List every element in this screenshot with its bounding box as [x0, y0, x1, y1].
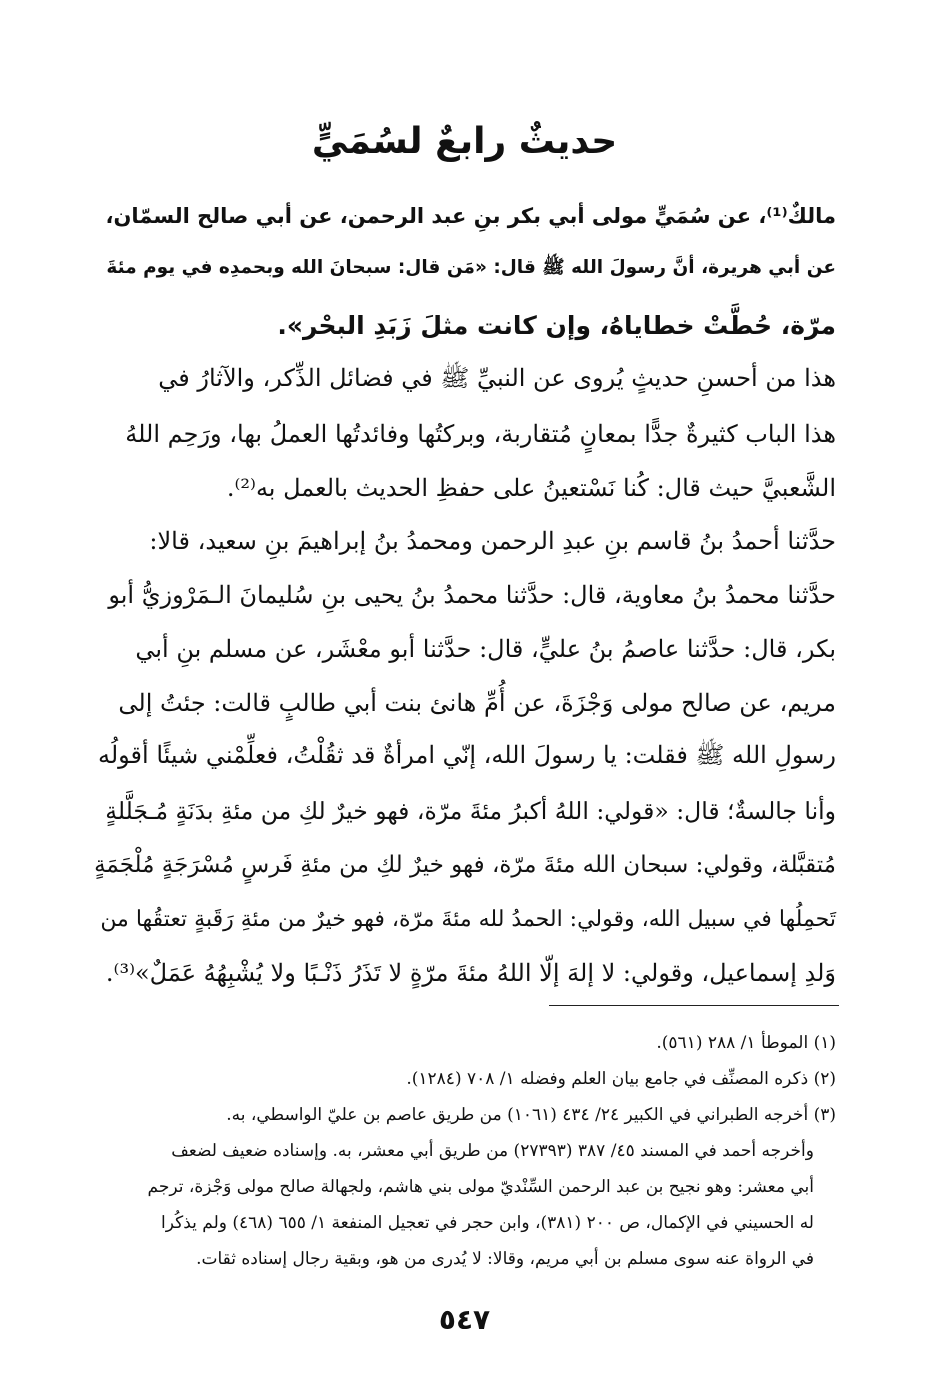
commentary-line: هذا من أحسنِ حديثٍ يُروى عن النبيِّ ﷺ في فضائل الذِّكر، والآثارُ في — [158, 363, 836, 392]
footnote-2: (٢) ذكره المصنِّف في جامع بيان العلم وفضله ١/ ٧٠٨ (١٢٨٤). — [406, 1069, 836, 1089]
hadith-line: عن أبي هريرة، أنَّ رسولَ الله ﷺ قال: «مَن قال: سبحانَ الله وبحمدِه في يوم مئةَ — [106, 257, 836, 278]
isnad-line: مريم، عن صالح مولى وَجْزَةَ، عن أُمِّ هانئ بنت أبي طالبٍ قالت: جئتُ إلى — [118, 689, 836, 717]
footnote-3-continuation: أبي معشر: وهو نجيح بن عبد الرحمن السِّنْديّ مولى بني هاشم، ولجهالة صالح مولى وَجْزة، ترجم — [147, 1177, 814, 1197]
isnad-line: حدَّثنا محمدُ بنُ معاوية، قال: حدَّثنا محمدُ بنُ يحيى بنِ سُليمانَ الـمَرْوزيُّ أبو — [108, 581, 836, 609]
footnote-divider — [549, 1005, 839, 1006]
footnote-3-continuation: وأخرجه أحمد في المسند ٤٥/ ٣٨٧ (٢٧٣٩٣) من طريق أبي معشر، به. وإسناده ضعيف لضعف — [171, 1141, 814, 1161]
isnad-line: مُتقبَّلة، وقولي: سبحان الله مئةَ مرّة، فهو خيرٌ لكِ من مئةِ فَرسٍ مُسْرَجَةٍ مُلْجَمَةٍ — [94, 852, 836, 878]
footnote-3: (٣) أخرجه الطبراني في الكبير ٢٤/ ٤٣٤ (١٠٦١) من طريق عاصم بن عليّ الواسطي، به. — [226, 1105, 836, 1125]
hadith-line: مالكٌ⁽¹⁾، عن سُمَيٍّ مولى أبي بكر بنِ عبد الرحمن، عن أبي صالح السمّان، — [105, 204, 836, 228]
isnad-line: تَحمِلُها في سبيل الله، وقولي: الحمدُ لله مئةَ مرّة، فهو خيرٌ من مئةِ رَقَبةٍ تعتقُها من — [100, 906, 836, 932]
hadith-line: مرّة، حُطَّتْ خطاياهُ، وإن كانت مثلَ زَبَدِ البحْر». — [277, 310, 836, 340]
page-title: حديثٌ رابعٌ لسُمَيٍّ — [311, 121, 618, 162]
footnote-3-continuation: في الرواة عنه سوى مسلم بن أبي مريم، وقالا: لا يُدرى من هو، وبقية رجال إسناده ثقات. — [196, 1249, 814, 1269]
isnad-line: رسولِ الله ﷺ فقلت: يا رسولَ الله، إنّي امرأةٌ قد ثقُلْتُ، فعلِّمْني شيئًا أقولُه — [97, 740, 836, 769]
commentary-line: الشَّعبيَّ حيث قال: كُنا نَسْتعينُ على حفظِ الحديث بالعمل به⁽²⁾. — [226, 474, 836, 502]
footnote-1: (١) الموطأ ١/ ٢٨٨ (٥٦١). — [656, 1033, 836, 1053]
footnote-3-continuation: له الحسيني في الإكمال، ص ٢٠٠ (٣٨١)، وابن حجر في تعجيل المنفعة ١/ ٦٥٥ (٤٦٨) ولم يذكُرا — [161, 1213, 814, 1233]
isnad-line: وَلدِ إسماعيل، وقولي: لا إلهَ إلّا اللهُ مئةَ مرّةٍ لا تَذَرُ ذَنْـبًا ولا يُشْبِهُهُ عَمَلٌ»⁽³⁾. — [105, 959, 836, 987]
isnad-line: وأنا جالسةٌ؛ قال: «قولي: اللهُ أكبرُ مئةَ مرّة، فهو خيرٌ لكِ من مئةِ بدَنَةٍ مُـجَلَّلةٍ — [105, 797, 836, 825]
isnad-line: بكر، قال: حدَّثنا عاصمُ بنُ عليٍّ، قال: حدَّثنا أبو معْشَر، عن مسلم بنِ أبي — [135, 635, 836, 663]
isnad-line: حدَّثنا أحمدُ بنُ قاسم بنِ عبدِ الرحمن ومحمدُ بنُ إبراهيمَ بنِ سعيد، قالا: — [149, 527, 836, 555]
commentary-line: هذا الباب كثيرةٌ جدًّا بمعانٍ مُتقاربة، وبركتُها وفائدتُها العملُ بها، ورَحِم اللهُ — [125, 420, 836, 448]
page-number: ٥٤٧ — [438, 1303, 491, 1336]
